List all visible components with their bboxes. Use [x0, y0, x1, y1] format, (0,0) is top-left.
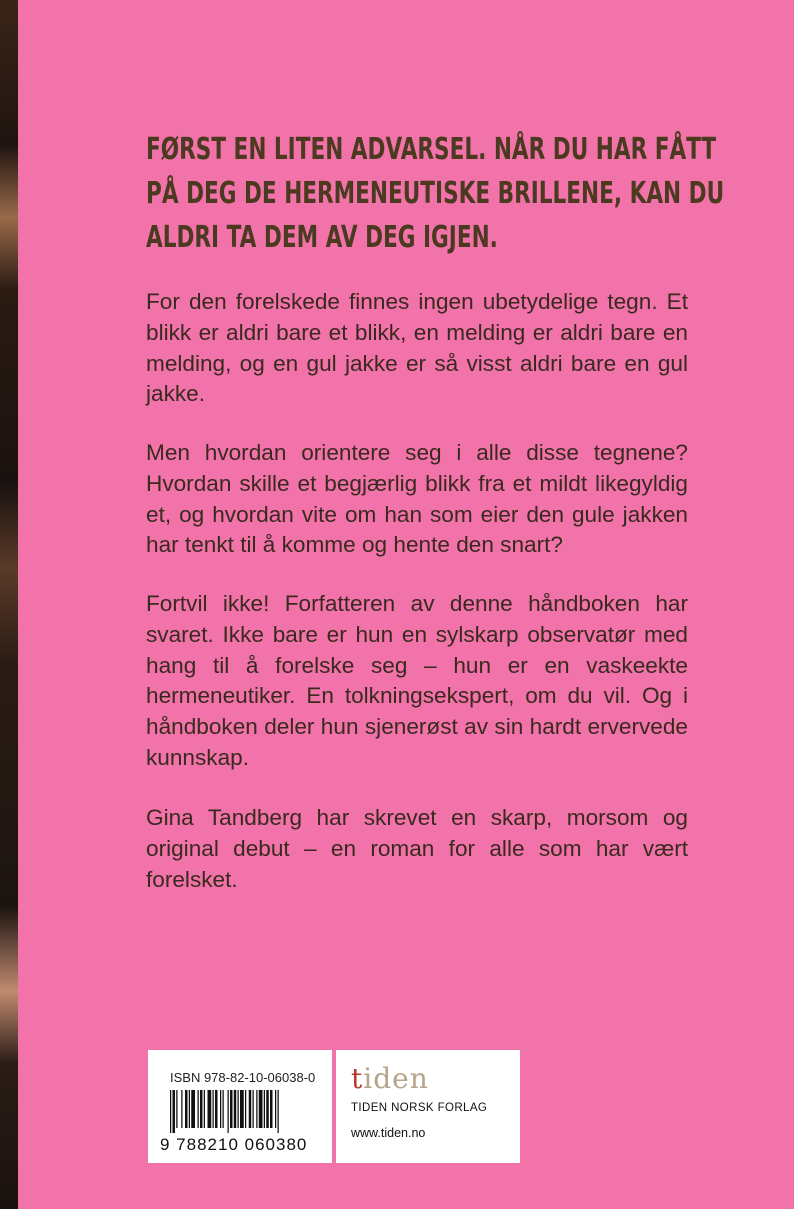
- paragraph-3: Fortvil ikke! Forfatteren av denne håndboken har svaret. Ikke bare er hun en sylskarp observatør med hang til å forelske seg – hun er en vaskeekte hermeneutiker. En tolkningsekspert, om du vil. Og i håndboken deler hun sjenerøst av sin hardt ervervede kunnskap.: [146, 591, 688, 770]
- logo-letter-t: t: [351, 1062, 364, 1095]
- headline: FØRST EN LITEN ADVARSEL. NÅR DU HAR FÅTT PÅ DEG DE HERMENEUTISKE BRILLENE, KAN DU ALDRI TA DEM AV DEG IGJEN.: [146, 132, 725, 255]
- barcode-icon: [170, 1090, 312, 1133]
- barcode-box: [148, 1050, 332, 1163]
- publisher-logo: [351, 1062, 429, 1095]
- publisher-box: [336, 1050, 520, 1163]
- publisher-url[interactable]: www.tiden.no: [351, 1126, 426, 1140]
- logo-letters-rest: iden: [363, 1062, 429, 1095]
- book-spine-edge: [0, 0, 18, 1209]
- paragraph-1: For den forelskede finnes ingen ubetydelige tegn. Et blikk er aldri bare et blikk, en melding er aldri bare en melding, og en gul jakke er så visst aldri bare en gul jakke.: [146, 289, 688, 407]
- paragraph-2: Men hvordan orientere seg i alle disse tegnene? Hvordan skille et begjærlig blikk fra et mildt likegyldig et, og hvordan vite om han som eier den gule jakken har tenkt til å komme og hente den snart?: [146, 440, 688, 558]
- paragraph-4: Gina Tandberg har skrevet en skarp, morsom og original debut – en roman for alle som har vært forelsket.: [146, 805, 688, 892]
- publisher-name: TIDEN NORSK FORLAG: [351, 1102, 488, 1114]
- barcode-digits: 9 788210 060380: [160, 1135, 308, 1154]
- isbn-label: ISBN 978-82-10-06038-0: [170, 1070, 316, 1085]
